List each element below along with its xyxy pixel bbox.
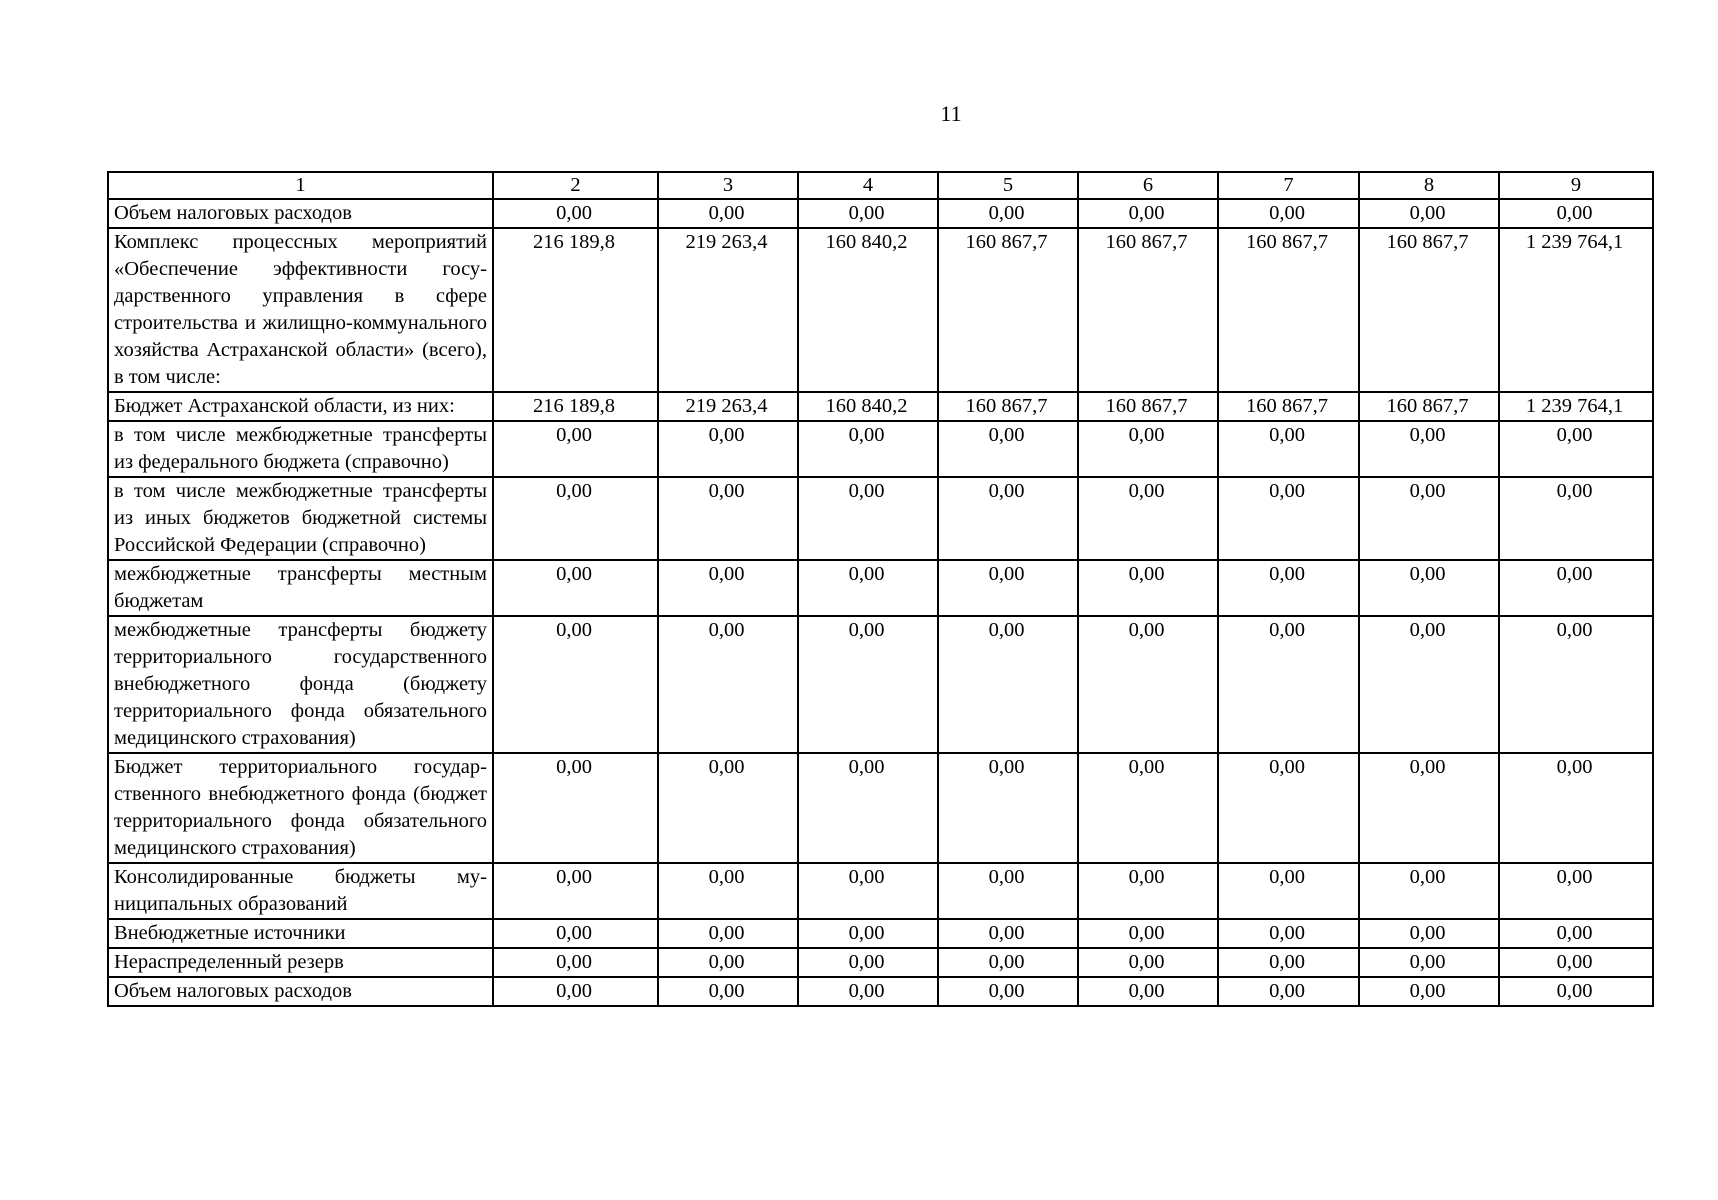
value-cell: 0,00 [1359, 753, 1499, 863]
value-cell: 0,00 [1218, 616, 1359, 753]
value-cell: 0,00 [1499, 616, 1653, 753]
value-cell: 160 867,7 [1078, 228, 1218, 392]
value-cell: 0,00 [798, 753, 938, 863]
value-cell: 0,00 [1499, 977, 1653, 1006]
value-cell: 0,00 [658, 199, 798, 228]
value-cell: 0,00 [1499, 421, 1653, 477]
row-label: Нераспределенный резерв [108, 948, 493, 977]
value-cell: 160 840,2 [798, 392, 938, 421]
value-cell: 0,00 [1499, 753, 1653, 863]
value-cell: 0,00 [1499, 199, 1653, 228]
value-cell: 160 867,7 [1218, 228, 1359, 392]
value-cell: 219 263,4 [658, 228, 798, 392]
value-cell: 0,00 [938, 948, 1078, 977]
value-cell: 0,00 [798, 477, 938, 560]
value-cell: 0,00 [798, 560, 938, 616]
value-cell: 0,00 [1359, 477, 1499, 560]
column-header: 9 [1499, 172, 1653, 199]
value-cell: 0,00 [658, 919, 798, 948]
value-cell: 0,00 [1499, 560, 1653, 616]
value-cell: 0,00 [658, 477, 798, 560]
value-cell: 216 189,8 [493, 228, 658, 392]
table-row [108, 392, 1653, 421]
value-cell: 160 867,7 [1218, 392, 1359, 421]
value-cell: 0,00 [1218, 863, 1359, 919]
value-cell: 160 867,7 [938, 392, 1078, 421]
value-cell: 160 840,2 [798, 228, 938, 392]
value-cell: 0,00 [658, 421, 798, 477]
value-cell: 0,00 [493, 863, 658, 919]
value-cell: 0,00 [798, 863, 938, 919]
table-row [108, 948, 1653, 977]
value-cell: 0,00 [1499, 477, 1653, 560]
value-cell: 0,00 [1218, 477, 1359, 560]
value-cell: 0,00 [1218, 560, 1359, 616]
value-cell: 0,00 [493, 199, 658, 228]
row-label: Бюджет территориального государственного внебюджетного фонда (бюджет территориального фонда обязательного медицинского страхования) [108, 753, 493, 863]
value-cell: 0,00 [798, 977, 938, 1006]
value-cell: 0,00 [1078, 863, 1218, 919]
value-cell: 0,00 [1078, 421, 1218, 477]
value-cell: 1 239 764,1 [1499, 228, 1653, 392]
value-cell: 0,00 [938, 863, 1078, 919]
value-cell: 0,00 [493, 919, 658, 948]
value-cell: 0,00 [1218, 199, 1359, 228]
value-cell: 0,00 [1359, 948, 1499, 977]
value-cell: 160 867,7 [938, 228, 1078, 392]
row-label: Объем налоговых расходов [108, 199, 493, 228]
table-row [108, 477, 1653, 560]
value-cell: 0,00 [1218, 919, 1359, 948]
value-cell: 0,00 [1078, 616, 1218, 753]
value-cell: 0,00 [1078, 560, 1218, 616]
column-header: 2 [493, 172, 658, 199]
table-row [108, 228, 1653, 392]
value-cell: 0,00 [798, 199, 938, 228]
table-row [108, 421, 1653, 477]
value-cell: 160 867,7 [1078, 392, 1218, 421]
row-label: межбюджетные трансферты бюджету территориального государственного внебюджетного фонда (бюджету территориального фонда обязательного медицинского страхования) [108, 616, 493, 753]
value-cell: 0,00 [493, 560, 658, 616]
value-cell: 0,00 [1359, 863, 1499, 919]
table-row [108, 753, 1653, 863]
value-cell: 0,00 [938, 977, 1078, 1006]
value-cell: 0,00 [658, 753, 798, 863]
row-label: Комплекс процессных мероприятий «Обеспечение эффективности государственного управления в сфере строительства и жилищно-коммунального хозяйства Астраханской области» (всего), в том числе: [108, 228, 493, 392]
value-cell: 0,00 [493, 948, 658, 977]
row-label: межбюджетные трансферты местным бюджетам [108, 560, 493, 616]
value-cell: 0,00 [1078, 948, 1218, 977]
value-cell: 0,00 [658, 560, 798, 616]
value-cell: 216 189,8 [493, 392, 658, 421]
value-cell: 0,00 [938, 919, 1078, 948]
value-cell: 0,00 [1359, 199, 1499, 228]
table-row [108, 199, 1653, 228]
table-header-row [108, 172, 1653, 199]
value-cell: 0,00 [493, 753, 658, 863]
value-cell: 0,00 [938, 616, 1078, 753]
value-cell: 0,00 [1499, 919, 1653, 948]
table-row [108, 616, 1653, 753]
table-row [108, 977, 1653, 1006]
value-cell: 0,00 [1218, 421, 1359, 477]
value-cell: 0,00 [938, 560, 1078, 616]
column-header: 1 [108, 172, 493, 199]
budget-table [107, 171, 1654, 1007]
table-row [108, 919, 1653, 948]
value-cell: 160 867,7 [1359, 392, 1499, 421]
column-header: 8 [1359, 172, 1499, 199]
value-cell: 160 867,7 [1359, 228, 1499, 392]
value-cell: 219 263,4 [658, 392, 798, 421]
column-header: 6 [1078, 172, 1218, 199]
value-cell: 0,00 [1218, 977, 1359, 1006]
row-label: Консолидированные бюджеты муниципальных образований [108, 863, 493, 919]
value-cell: 0,00 [658, 948, 798, 977]
table-body [108, 172, 1653, 1006]
value-cell: 1 239 764,1 [1499, 392, 1653, 421]
row-label: Объем налоговых расходов [108, 977, 493, 1006]
value-cell: 0,00 [798, 919, 938, 948]
value-cell: 0,00 [1359, 560, 1499, 616]
page-number: 11 [940, 101, 962, 126]
value-cell: 0,00 [493, 477, 658, 560]
value-cell: 0,00 [493, 421, 658, 477]
value-cell: 0,00 [798, 948, 938, 977]
value-cell: 0,00 [1359, 977, 1499, 1006]
row-label: Внебюджетные источники [108, 919, 493, 948]
row-label: Бюджет Астраханской области, из них: [108, 392, 493, 421]
value-cell: 0,00 [938, 477, 1078, 560]
value-cell: 0,00 [938, 421, 1078, 477]
value-cell: 0,00 [1499, 863, 1653, 919]
row-label: в том числе межбюджетные трансферты из федерального бюджета (справочно) [108, 421, 493, 477]
value-cell: 0,00 [1218, 753, 1359, 863]
value-cell: 0,00 [938, 199, 1078, 228]
value-cell: 0,00 [658, 863, 798, 919]
value-cell: 0,00 [1499, 948, 1653, 977]
value-cell: 0,00 [1078, 753, 1218, 863]
value-cell: 0,00 [798, 421, 938, 477]
value-cell: 0,00 [1078, 977, 1218, 1006]
value-cell: 0,00 [493, 977, 658, 1006]
table-row [108, 560, 1653, 616]
value-cell: 0,00 [1078, 919, 1218, 948]
column-header: 4 [798, 172, 938, 199]
value-cell: 0,00 [938, 753, 1078, 863]
column-header: 3 [658, 172, 798, 199]
value-cell: 0,00 [493, 616, 658, 753]
column-header: 7 [1218, 172, 1359, 199]
value-cell: 0,00 [1078, 477, 1218, 560]
value-cell: 0,00 [1359, 616, 1499, 753]
table-row [108, 863, 1653, 919]
value-cell: 0,00 [798, 616, 938, 753]
row-label: в том числе межбюджетные трансферты из иных бюджетов бюджетной системы Российской Федерации (справочно) [108, 477, 493, 560]
value-cell: 0,00 [1359, 421, 1499, 477]
value-cell: 0,00 [1218, 948, 1359, 977]
column-header: 5 [938, 172, 1078, 199]
value-cell: 0,00 [1359, 919, 1499, 948]
value-cell: 0,00 [658, 616, 798, 753]
value-cell: 0,00 [658, 977, 798, 1006]
value-cell: 0,00 [1078, 199, 1218, 228]
